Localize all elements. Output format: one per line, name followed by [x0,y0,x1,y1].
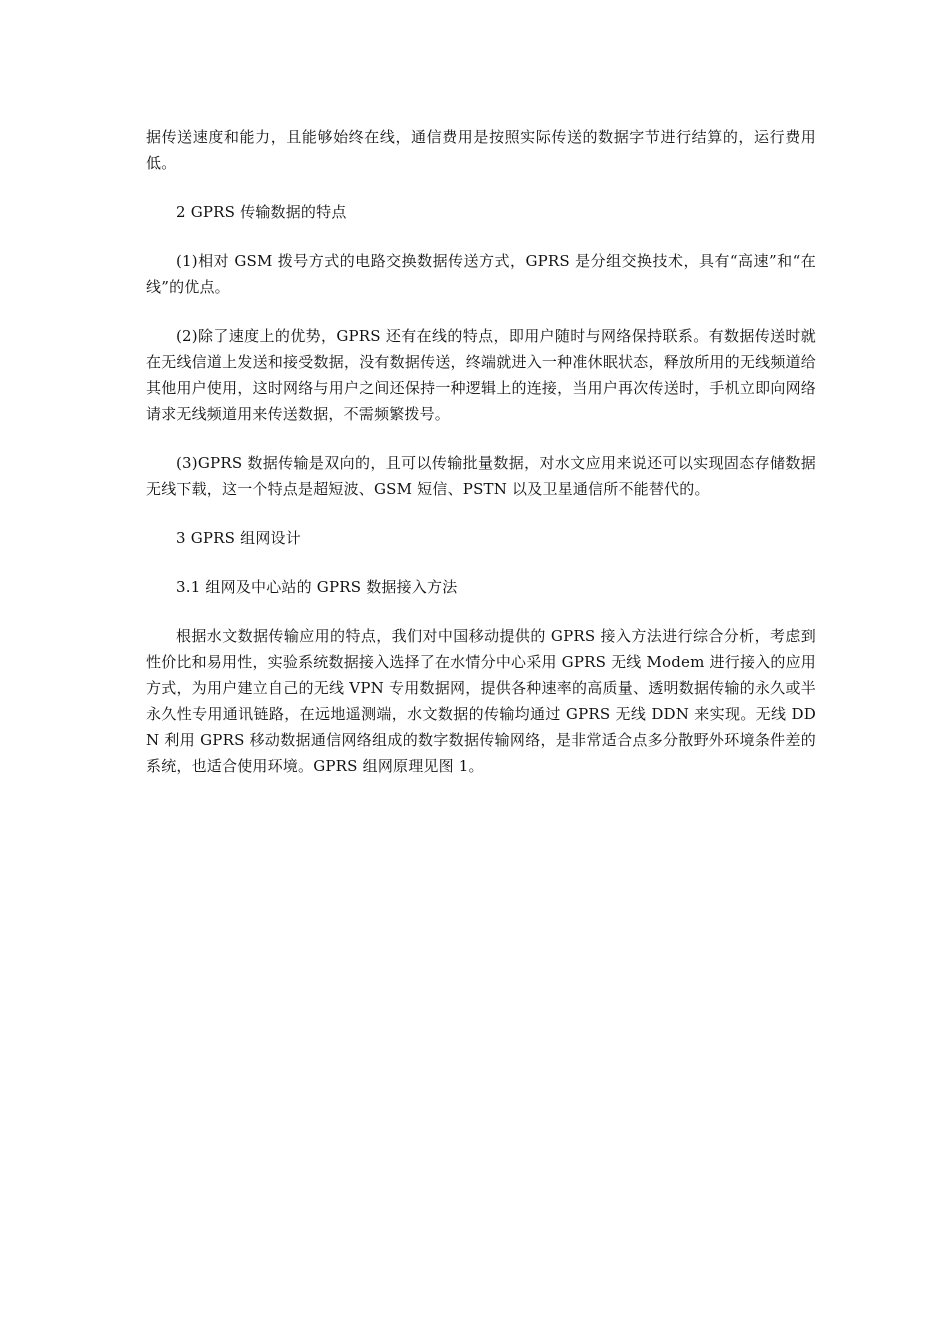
section-heading-2: 2 GPRS 传输数据的特点 [176,203,347,221]
paragraph-continued: 据传送速度和能力，且能够始终在线，通信费用是按照实际传送的数据字节进行结算的，运行费用低。 [146,128,816,172]
document-body [146,124,816,802]
paragraph-point-1: (1)相对 GSM 拨号方式的电路交换数据传送方式，GPRS 是分组交换技术，具有“高速”和“在线”的优点。 [146,252,816,296]
paragraph-point-3: (3)GPRS 数据传输是双向的，且可以传输批量数据，对水文应用来说还可以实现固态存储数据无线下载，这一个特点是超短波、GSM 短信、PSTN 以及卫星通信所不能替代的。 [146,454,816,498]
paragraph-point-2: (2)除了速度上的优势，GPRS 还有在线的特点，即用户随时与网络保持联系。有数据传送时就在无线信道上发送和接受数据，没有数据传送，终端就进入一种准休眠状态，释放所用的无线频道给其他用户使用，这时网络与用户之间还保持一种逻辑上的连接，当用户再次传送时，手机立即向网络请求无线频道用来传送数据，不需频繁拨号。 [146,327,816,423]
subsection-heading-3-1: 3.1 组网及中心站的 GPRS 数据接入方法 [176,578,458,596]
paragraph-network-access: 根据水文数据传输应用的特点，我们对中国移动提供的 GPRS 接入方法进行综合分析，考虑到性价比和易用性，实验系统数据接入选择了在水情分中心采用 GPRS 无线 Modem 进行接入的应用方式，为用户建立自己的无线 VPN 专用数据网，提供各种速率的高质量、透明数据传输的永久或半永久性专用通讯链路，在远地遥测端，水文数据的传输均通过 GPRS 无线 DDN 来实现。无线 DDN 利用 GPRS 移动数据通信网络组成的数字数据传输网络，是非常适合点多分散野外环境条件差的系统，也适合使用环境。GPRS 组网原理见图 1。 [146,627,816,775]
section-heading-3: 3 GPRS 组网设计 [176,529,301,547]
